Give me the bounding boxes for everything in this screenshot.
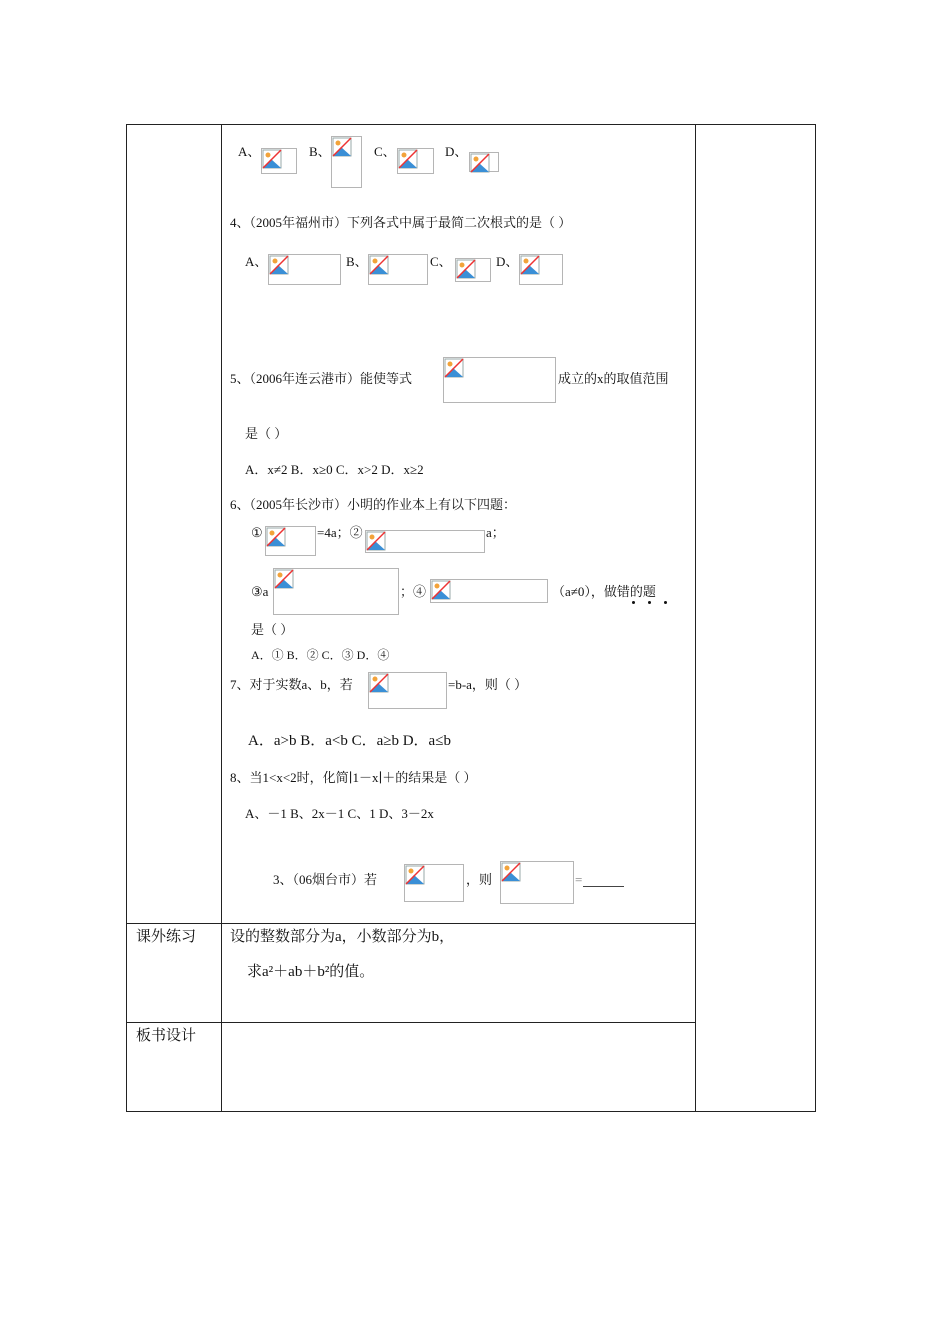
broken-image-icon	[456, 259, 476, 279]
formula-image	[261, 148, 297, 174]
emphasis-dot	[648, 601, 651, 604]
fill-in-3-stem-mid: ，则	[466, 872, 493, 887]
formula-image	[331, 136, 362, 188]
broken-image-icon	[369, 255, 389, 275]
question-5-stem-end: 成立的x的取值范围	[558, 371, 669, 386]
broken-image-icon	[369, 673, 389, 693]
formula-image	[430, 579, 548, 603]
formula-image	[365, 530, 485, 553]
question-8-options: A、－1 B、2x－1 C、1 D、3－2x	[245, 806, 434, 821]
option-label-c: C、	[374, 144, 396, 159]
option-label-d: D、	[496, 254, 519, 269]
table-row-divider-1	[126, 923, 696, 924]
table-bottom-border	[126, 1111, 816, 1112]
broken-image-icon	[269, 255, 289, 275]
broken-image-icon	[520, 255, 540, 275]
question-7-stem-end: =b-a，则（ ）	[448, 677, 528, 692]
broken-image-icon	[262, 149, 282, 169]
table-col-divider-2	[695, 124, 696, 1112]
question-5-options: A．x≠2 B．x≥0 C．x>2 D．x≥2	[245, 462, 424, 477]
extra-practice-line-1: 设的整数部分为a，小数部分为b，	[230, 929, 455, 945]
emphasis-dot	[664, 601, 667, 604]
broken-image-icon	[431, 580, 451, 600]
broken-image-icon	[405, 865, 425, 885]
formula-image	[368, 254, 428, 285]
formula-image	[368, 672, 447, 709]
question-6-stem: 6、（2005年长沙市）小明的作业本上有以下四题：	[230, 497, 517, 512]
formula-image	[500, 861, 574, 904]
option-label-a: A、	[245, 254, 268, 269]
formula-image	[265, 526, 316, 556]
option-label-a: A、	[238, 144, 261, 159]
formula-image	[273, 568, 399, 615]
option-label-b: B、	[309, 144, 331, 159]
option-label-b: B、	[346, 254, 368, 269]
formula-image	[268, 254, 341, 285]
question-5-stem-continued: 是（ ）	[245, 426, 288, 441]
question-6-item-3-marker: ③a	[251, 584, 269, 599]
question-7-stem-start: 7、对于实数a、b，若	[230, 677, 353, 692]
emphasis-dot	[632, 601, 635, 604]
table-col-divider-1	[221, 124, 222, 1112]
question-5-stem-start: 5、（2006年连云港市）能使等式	[230, 371, 413, 386]
row-label-extra-practice: 课外练习	[136, 929, 197, 945]
formula-image	[443, 357, 556, 403]
formula-image	[455, 258, 491, 282]
formula-image	[519, 254, 563, 285]
broken-image-icon	[266, 527, 286, 547]
broken-image-icon	[444, 358, 464, 378]
row-label-board-design: 板书设计	[136, 1028, 197, 1044]
table-right-border	[815, 124, 816, 1112]
fill-in-3-equals: =	[575, 872, 583, 887]
broken-image-icon	[501, 862, 521, 882]
table-top-border	[126, 124, 816, 125]
broken-image-icon	[398, 149, 418, 169]
formula-image	[397, 148, 434, 174]
extra-practice-line-2: 求a²＋ab＋b²的值。	[247, 964, 375, 980]
question-6-item-1-text: =4a；②	[317, 525, 363, 540]
table-left-border	[126, 124, 127, 1112]
question-6-item-4-text: （a≠0），做错的题	[552, 584, 656, 599]
broken-image-icon	[332, 137, 352, 157]
answer-blank[interactable]	[583, 886, 624, 887]
question-6-options: A．① B．② C．③ D．④	[251, 648, 390, 662]
broken-image-icon	[274, 569, 294, 589]
question-7-options: A．a>b B．a<b C．a≥b D．a≤b	[248, 733, 451, 749]
question-8-stem: 8、当1<x<2时，化简∣1－x∣＋的结果是（ ）	[230, 770, 477, 785]
question-6-item-1-marker: ①	[251, 525, 263, 540]
question-6-stem-continued: 是（ ）	[251, 622, 294, 637]
fill-in-3-stem-start: 3、（06烟台市）若	[273, 872, 378, 887]
formula-image	[404, 864, 464, 902]
question-4-stem: 4、（2005年福州市）下列各式中属于最简二次根式的是（ ）	[230, 215, 572, 230]
option-label-d: D、	[445, 144, 468, 159]
table-row-divider-2	[126, 1022, 696, 1023]
formula-image	[469, 152, 499, 172]
question-6-item-2-text: a；	[486, 525, 505, 540]
option-label-c: C、	[430, 254, 452, 269]
broken-image-icon	[470, 153, 490, 173]
question-6-item-3-text: ；④	[400, 584, 427, 599]
broken-image-icon	[366, 531, 386, 551]
